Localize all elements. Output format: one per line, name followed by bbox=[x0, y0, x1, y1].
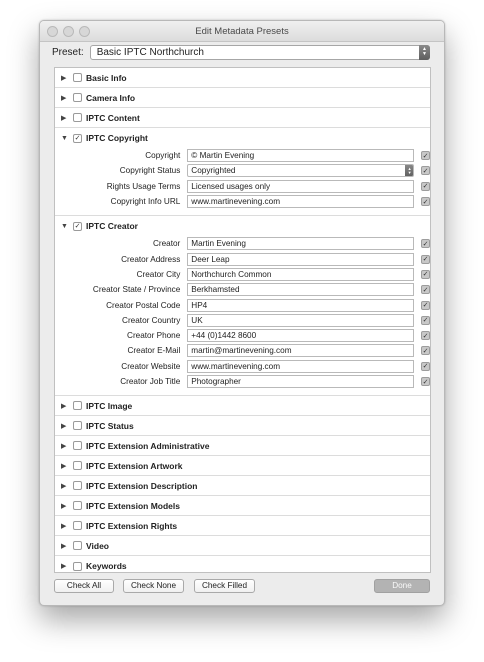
field-row bbox=[55, 328, 430, 343]
field-checkbox[interactable]: ✓ bbox=[422, 256, 429, 264]
field-row bbox=[55, 374, 430, 389]
section-checkbox[interactable] bbox=[73, 481, 82, 490]
field-checkbox[interactable]: ✓ bbox=[422, 347, 429, 355]
section-label: Video bbox=[86, 540, 109, 551]
copyright-fields bbox=[55, 148, 430, 216]
creator-fields bbox=[55, 236, 430, 396]
creator-city-field[interactable]: Northchurch Common bbox=[187, 268, 414, 281]
creator-postal-code-field[interactable]: HP4 bbox=[187, 299, 414, 312]
section-checkbox[interactable] bbox=[73, 93, 82, 102]
dialog-footer bbox=[54, 579, 430, 593]
creator-phone-field[interactable]: +44 (0)1442 8600 bbox=[187, 329, 414, 342]
section-iptc-status[interactable] bbox=[55, 416, 430, 436]
section-checkbox[interactable] bbox=[73, 541, 82, 550]
check-none-button[interactable]: Check None bbox=[123, 579, 184, 593]
window-title: Edit Metadata Presets bbox=[195, 26, 289, 37]
field-label: Creator Website bbox=[121, 361, 181, 371]
field-label: Creator Postal Code bbox=[106, 300, 181, 310]
field-label: Creator Job Title bbox=[120, 377, 181, 386]
field-checkbox[interactable]: ✓ bbox=[422, 167, 429, 175]
disclosure-triangle-icon[interactable]: ▶ bbox=[61, 482, 67, 490]
disclosure-triangle-open-icon[interactable]: ▼ bbox=[61, 134, 68, 142]
field-label: Rights Usage Terms bbox=[106, 181, 181, 191]
copyright-status-select[interactable] bbox=[187, 164, 414, 177]
section-checkbox[interactable] bbox=[73, 421, 82, 430]
section-label: IPTC Extension Description bbox=[86, 480, 198, 491]
field-label: Copyright bbox=[145, 151, 181, 161]
section-checkbox[interactable] bbox=[73, 461, 82, 470]
section-checkbox-checked[interactable]: ✓ bbox=[74, 223, 81, 231]
field-row bbox=[55, 267, 430, 282]
section-checkbox[interactable] bbox=[73, 562, 82, 571]
metadata-sections-panel bbox=[54, 67, 431, 573]
disclosure-triangle-icon[interactable]: ▶ bbox=[61, 522, 67, 530]
section-iptc-extension-rights[interactable] bbox=[55, 516, 430, 536]
section-iptc-extension-description[interactable] bbox=[55, 476, 430, 496]
check-all-button[interactable]: Check All bbox=[54, 579, 114, 593]
section-label: IPTC Extension Artwork bbox=[86, 460, 183, 471]
disclosure-triangle-icon[interactable]: ▶ bbox=[61, 402, 67, 410]
disclosure-triangle-icon[interactable]: ▶ bbox=[61, 462, 67, 470]
section-label: IPTC Image bbox=[86, 400, 133, 411]
select-stepper-icon: ▲ ▼ bbox=[419, 45, 430, 60]
section-iptc-content[interactable] bbox=[55, 108, 430, 128]
field-row bbox=[55, 236, 430, 251]
field-label: Copyright Status bbox=[119, 166, 181, 176]
section-iptc-creator[interactable] bbox=[55, 216, 430, 236]
field-label: Creator City bbox=[136, 269, 181, 279]
section-checkbox[interactable] bbox=[73, 501, 82, 510]
creator-country-field[interactable]: UK bbox=[187, 314, 414, 327]
section-checkbox[interactable] bbox=[73, 113, 82, 122]
section-label: IPTC Extension Models bbox=[86, 500, 180, 511]
section-label: IPTC Status bbox=[86, 420, 134, 431]
section-label: IPTC Copyright bbox=[86, 133, 148, 143]
field-checkbox[interactable]: ✓ bbox=[422, 286, 429, 294]
field-checkbox[interactable]: ✓ bbox=[422, 363, 429, 371]
field-label: Creator Address bbox=[121, 254, 181, 264]
field-checkbox[interactable]: ✓ bbox=[422, 240, 429, 248]
edit-metadata-presets-dialog bbox=[39, 20, 445, 606]
copyright-info-url-field[interactable]: www.martinevening.com bbox=[187, 195, 414, 208]
disclosure-triangle-icon[interactable]: ▶ bbox=[61, 502, 67, 510]
section-checkbox-checked[interactable]: ✓ bbox=[74, 135, 81, 142]
creator-address-field[interactable]: Deer Leap bbox=[187, 253, 414, 266]
disclosure-triangle-icon[interactable]: ▶ bbox=[61, 542, 67, 550]
field-checkbox[interactable]: ✓ bbox=[422, 198, 429, 206]
window-controls bbox=[47, 26, 90, 37]
title-bar bbox=[40, 21, 444, 42]
field-checkbox[interactable]: ✓ bbox=[422, 183, 429, 191]
section-camera-info[interactable] bbox=[55, 88, 430, 108]
field-row bbox=[55, 343, 430, 358]
field-label: Creator Phone bbox=[127, 331, 181, 341]
disclosure-triangle-icon[interactable]: ▶ bbox=[61, 442, 67, 450]
field-checkbox[interactable]: ✓ bbox=[422, 332, 429, 340]
disclosure-triangle-icon[interactable]: ▶ bbox=[61, 563, 67, 571]
field-row bbox=[55, 148, 430, 163]
preset-select-value: Basic IPTC Northchurch bbox=[96, 46, 204, 58]
section-checkbox[interactable] bbox=[73, 441, 82, 450]
field-checkbox[interactable]: ✓ bbox=[422, 302, 429, 310]
field-checkbox[interactable]: ✓ bbox=[422, 378, 429, 386]
field-label: Copyright Info URL bbox=[110, 197, 181, 207]
field-checkbox[interactable]: ✓ bbox=[422, 271, 429, 279]
select-stepper-icon: ▲ ▼ bbox=[405, 164, 414, 177]
section-basic-info[interactable] bbox=[55, 68, 430, 88]
preset-label: Preset: bbox=[52, 46, 84, 58]
disclosure-triangle-icon[interactable]: ▶ bbox=[61, 94, 67, 102]
section-label: Keywords bbox=[86, 561, 127, 572]
section-checkbox[interactable] bbox=[73, 401, 82, 410]
check-filled-button[interactable]: Check Filled bbox=[194, 579, 255, 593]
creator-field[interactable]: Martin Evening bbox=[187, 237, 414, 250]
close-window-icon[interactable] bbox=[47, 26, 58, 37]
section-iptc-extension-models[interactable] bbox=[55, 496, 430, 516]
field-row bbox=[55, 359, 430, 374]
section-label: IPTC Content bbox=[86, 112, 140, 123]
field-row bbox=[55, 163, 430, 178]
field-label: Creator Country bbox=[122, 315, 181, 325]
creator-email-field[interactable]: martin@martinevening.com bbox=[187, 344, 414, 357]
disclosure-triangle-icon[interactable]: ▶ bbox=[61, 422, 67, 430]
section-label: IPTC Extension Administrative bbox=[86, 440, 210, 451]
field-label: Creator E-Mail bbox=[127, 346, 181, 356]
field-row bbox=[55, 297, 430, 312]
preset-row bbox=[52, 44, 430, 60]
section-label: Basic Info bbox=[86, 72, 127, 83]
section-iptc-extension-administrative[interactable] bbox=[55, 436, 430, 456]
field-row bbox=[55, 282, 430, 297]
field-label: Creator State / Province bbox=[92, 285, 181, 295]
section-video[interactable] bbox=[55, 536, 430, 556]
preset-select[interactable] bbox=[90, 45, 430, 60]
section-label: IPTC Extension Rights bbox=[86, 520, 178, 531]
copyright-field[interactable]: © Martin Evening bbox=[187, 149, 414, 162]
copyright-status-value: Copyrighted bbox=[191, 166, 236, 176]
field-row bbox=[55, 194, 430, 209]
field-row bbox=[55, 313, 430, 328]
field-label: Creator bbox=[152, 239, 181, 249]
section-checkbox[interactable] bbox=[73, 521, 82, 530]
field-checkbox[interactable]: ✓ bbox=[422, 317, 429, 325]
rights-usage-terms-field[interactable]: Licensed usages only bbox=[187, 180, 414, 193]
section-iptc-image[interactable] bbox=[55, 396, 430, 416]
section-checkbox[interactable] bbox=[73, 73, 82, 82]
disclosure-triangle-open-icon[interactable]: ▼ bbox=[61, 222, 68, 230]
section-keywords[interactable] bbox=[55, 556, 430, 576]
disclosure-triangle-icon[interactable]: ▶ bbox=[61, 74, 67, 82]
field-row bbox=[55, 251, 430, 266]
zoom-window-icon[interactable] bbox=[79, 26, 90, 37]
creator-job-title-field[interactable]: Photographer bbox=[187, 375, 414, 388]
done-button[interactable]: Done bbox=[374, 579, 430, 593]
field-row bbox=[55, 179, 430, 194]
section-label: Camera Info bbox=[86, 92, 136, 103]
field-checkbox[interactable]: ✓ bbox=[422, 152, 429, 160]
section-iptc-extension-artwork[interactable] bbox=[55, 456, 430, 476]
section-iptc-copyright[interactable] bbox=[55, 128, 430, 148]
minimize-window-icon[interactable] bbox=[63, 26, 74, 37]
disclosure-triangle-icon[interactable]: ▶ bbox=[61, 114, 67, 122]
creator-website-field[interactable]: www.martinevening.com bbox=[187, 360, 414, 373]
creator-state-field[interactable]: Berkhamsted bbox=[187, 283, 414, 296]
section-label: IPTC Creator bbox=[86, 221, 138, 232]
